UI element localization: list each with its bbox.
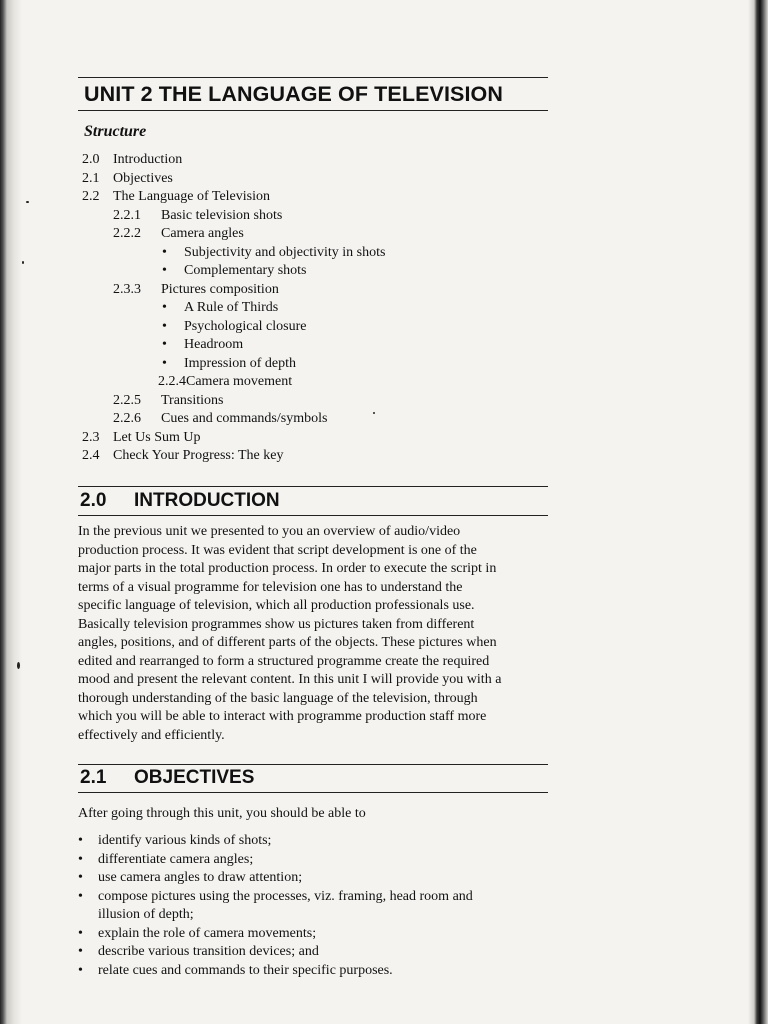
paragraph-line: production process. It was evident that script development is one of the — [78, 542, 477, 558]
toc-number: 2.0 — [82, 152, 100, 167]
toc-entry — [82, 152, 182, 168]
toc-label: Camera angles — [161, 226, 244, 241]
title-rule-top — [78, 77, 548, 78]
toc-entry — [82, 171, 173, 187]
section-number: 2.0 — [80, 490, 107, 511]
structure-label: Structure — [84, 123, 147, 140]
bullet-mark: • — [78, 870, 83, 885]
toc-entry — [113, 226, 244, 242]
bullet-mark: • — [162, 244, 167, 260]
toc-entry — [82, 189, 270, 205]
toc-entry — [162, 300, 278, 316]
toc-number: 2.2.6 — [113, 411, 141, 426]
section-number: 2.1 — [80, 767, 107, 788]
scan-speck — [373, 412, 375, 414]
paragraph-line: thorough understanding of the basic language of the television, through — [78, 690, 478, 706]
objective-item — [78, 851, 548, 870]
toc-entry — [162, 263, 307, 279]
toc-entry — [113, 393, 224, 409]
bullet-mark: • — [162, 355, 167, 371]
section-title: OBJECTIVES — [134, 767, 255, 788]
scan-right-edge — [748, 0, 768, 1024]
toc-label: Let Us Sum Up — [113, 429, 201, 445]
objective-text: explain the role of camera movements; — [98, 925, 317, 941]
paragraph-line: edited and rearranged to form a structured programme create the required — [78, 653, 490, 669]
objective-item — [78, 962, 548, 981]
bullet-mark: • — [78, 888, 83, 904]
toc-entry — [162, 319, 306, 335]
objective-text: identify various kinds of shots; — [98, 833, 272, 848]
section-heading-introduction — [80, 490, 280, 512]
toc-label: Complementary shots — [184, 263, 307, 278]
toc-label: Impression of depth — [184, 355, 296, 371]
toc-entry — [113, 282, 279, 298]
toc-label: The Language of Television — [113, 189, 270, 204]
toc-entry — [82, 448, 283, 464]
toc-label: Camera movement — [186, 374, 293, 389]
toc-label: Cues and commands/symbols — [161, 411, 328, 426]
scan-speck — [17, 662, 20, 669]
toc-number: 2.4 — [82, 448, 100, 463]
toc-entry — [162, 245, 385, 261]
toc-entry — [158, 374, 292, 390]
toc-label: Pictures composition — [161, 281, 279, 297]
paragraph-line: angles, positions, and of different parts of the objects. These pictures when — [78, 635, 497, 650]
objectives-list — [78, 832, 548, 980]
objective-text: differentiate camera angles; — [98, 851, 254, 867]
objectives-rule-bottom — [78, 792, 548, 793]
toc-label: Introduction — [113, 152, 183, 167]
toc-entry — [162, 337, 243, 353]
objective-text: describe various transition devices; and — [98, 944, 319, 959]
toc-entry — [113, 411, 327, 427]
objective-text: illusion of depth; — [98, 907, 194, 922]
toc-label: Objectives — [113, 170, 173, 186]
scan-speck — [22, 261, 24, 264]
toc-label: Psychological closure — [184, 318, 307, 334]
bullet-mark: • — [162, 300, 167, 315]
toc-number: 2.3 — [82, 429, 100, 445]
toc-label: A Rule of Thirds — [184, 300, 279, 315]
toc-label: Subjectivity and objectivity in shots — [184, 244, 386, 260]
objectives-intro: After going through this unit, you should be able to — [78, 806, 366, 821]
bullet-mark: • — [78, 851, 83, 867]
objective-text: compose pictures using the processes, viz. framing, head room and — [98, 888, 473, 904]
paragraph-line: specific language of television, which all production professionals use. — [78, 598, 475, 613]
toc-label: Headroom — [184, 337, 244, 352]
scan-left-edge — [0, 0, 22, 1024]
toc-number: 2.1 — [82, 170, 100, 186]
toc-number: 2.2.2 — [113, 226, 141, 241]
toc-label: Basic television shots — [161, 207, 283, 223]
objective-text: use camera angles to draw attention; — [98, 870, 303, 885]
objective-item — [78, 832, 548, 851]
title-rule-bottom — [78, 110, 548, 111]
scan-speck — [26, 201, 29, 203]
bullet-mark: • — [78, 962, 83, 978]
toc-entry — [82, 430, 201, 446]
objective-item — [78, 869, 548, 888]
toc-label: Transitions — [161, 392, 224, 408]
toc-number: 2.3.3 — [113, 281, 141, 297]
toc-number: 2.2.1 — [113, 207, 141, 223]
bullet-mark: • — [78, 944, 83, 959]
paragraph-line: terms of a visual programme for television one has to understand the — [78, 579, 463, 595]
bullet-mark: • — [162, 337, 167, 352]
objective-item — [78, 943, 548, 962]
paragraph-line: major parts in the total production process. In order to execute the script in — [78, 561, 497, 576]
paragraph-line: effectively and efficiently. — [78, 727, 225, 743]
toc-entry — [162, 356, 296, 372]
objective-item — [78, 925, 548, 944]
objective-text: relate cues and commands to their specific purposes. — [98, 962, 393, 978]
paragraph-line: mood and present the relevant content. In this unit I will provide you with a — [78, 672, 502, 687]
objectives-rule-top — [78, 764, 548, 765]
bullet-mark: • — [162, 263, 167, 278]
section-heading-objectives — [80, 767, 254, 789]
intro-rule-bottom — [78, 515, 548, 516]
bullet-mark: • — [78, 925, 83, 941]
bullet-mark: • — [78, 833, 83, 848]
section-title: INTRODUCTION — [134, 490, 280, 511]
bullet-mark: • — [162, 318, 167, 334]
toc-entry — [113, 208, 282, 224]
toc-number: 2.2 — [82, 189, 100, 204]
paragraph-line: In the previous unit we presented to you an overview of audio/video — [78, 524, 461, 539]
paragraph-line: Basically television programmes show us pictures taken from different — [78, 616, 475, 632]
unit-title: UNIT 2 THE LANGUAGE OF TELEVISION — [84, 82, 503, 106]
toc-number: 2.2.5 — [113, 392, 141, 408]
intro-rule-top — [78, 486, 548, 487]
toc-label: Check Your Progress: The key — [113, 448, 284, 463]
introduction-paragraph — [78, 523, 548, 745]
paragraph-line: which you will be able to interact with programme production staff more — [78, 709, 487, 724]
objective-item — [78, 888, 548, 925]
toc-number: 2.2.4 — [158, 374, 186, 389]
